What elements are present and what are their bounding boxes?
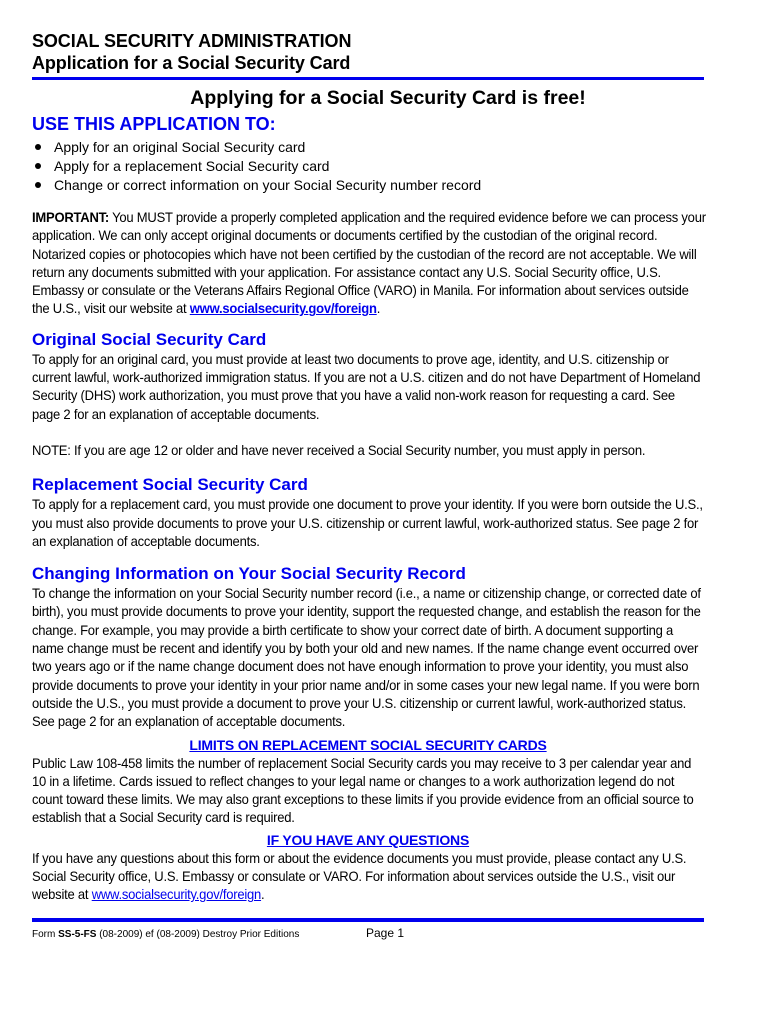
bullet-icon bbox=[35, 163, 41, 169]
page-number: Page 1 bbox=[366, 925, 405, 940]
list-item-text: Apply for a replacement Social Security card bbox=[54, 158, 330, 174]
questions-heading: IF YOU HAVE ANY QUESTIONS bbox=[266, 831, 470, 848]
document-page bbox=[32, 30, 704, 942]
form-prefix: Form bbox=[32, 928, 59, 940]
changing-info-text: To change the information on your Social Security number record (i.e., a name or citizenship change, or corrected date of birth), you must provide documents to prove your identity, support the requested change, and establish the reason for the change. For example, you may provide a birth certificate to show your correct date of birth. A document supporting a name change must be recent and identify you by both your old and new names. If the name change event occurred over two years ago or if the name change document does not have enough information to prove your identity, you must also provide documents to prove your identity in your prior name and/or in some cases your new legal name. If you were born outside the U.S., you must provide a document to prove your U.S. citizenship or current lawful, work-authorized status. See page 2 for an explanation of acceptable documents. bbox=[32, 585, 701, 730]
form-edition: (08-2009) ef (08-2009) Destroy Prior Editions bbox=[96, 928, 300, 940]
original-card-note: NOTE: If you are age 12 or older and have never received a Social Security number, you must apply in person. bbox=[32, 441, 646, 458]
foreign-services-link[interactable]: www.socialsecurity.gov/foreign bbox=[189, 300, 377, 317]
bullet-icon bbox=[35, 144, 41, 150]
replacement-card-text: To apply for a replacement card, you must provide one document to prove your identity. If you were born outside the U.S., you must also provide documents to prove your U.S. citizenship or current lawful, work-authorized status. See page 2 for an explanation of acceptable documents. bbox=[32, 496, 703, 549]
header-divider bbox=[32, 77, 704, 80]
list-item bbox=[32, 176, 704, 195]
form-number: SS-5-FS bbox=[58, 928, 97, 940]
important-paragraph bbox=[32, 208, 706, 318]
foreign-services-link[interactable]: www.socialsecurity.gov/foreign bbox=[91, 886, 262, 903]
punctuation: . bbox=[261, 886, 265, 903]
changing-info-heading: Changing Information on Your Social Security Record bbox=[32, 564, 466, 584]
form-title: Application for a Social Security Card bbox=[32, 53, 351, 73]
list-item bbox=[32, 138, 704, 157]
use-application-heading: USE THIS APPLICATION TO: bbox=[32, 114, 276, 134]
list-item-text: Apply for an original Social Security card bbox=[54, 139, 306, 155]
limits-text: Public Law 108-458 limits the number of replacement Social Security cards you may receive to 3 per calendar year and 10 in a lifetime. Cards issued to reflect changes to your legal name or changes to a work authorization legend do not count toward these limits. We may also grant exceptions to these limits if you provide evidence from an official source to establish that a Social Security card is required. bbox=[32, 754, 694, 826]
punctuation: . bbox=[376, 300, 381, 317]
original-card-text: To apply for an original card, you must provide at least two documents to prove age, identity, and U.S. citizenship or current lawful, work-authorized immigration status. If you are not a U.S. citizen and do not have Department of Homeland Security (DHS) work authorization, you must prove that you have a valid non-work reason for requesting a card. See page 2 for an explanation of acceptable documents. bbox=[32, 350, 701, 422]
free-notice: Applying for a Social Security Card is free! bbox=[190, 87, 586, 109]
agency-name: SOCIAL SECURITY ADMINISTRATION bbox=[32, 31, 352, 51]
limits-heading: LIMITS ON REPLACEMENT SOCIAL SECURITY CARDS bbox=[189, 736, 547, 753]
original-card-heading: Original Social Security Card bbox=[32, 329, 267, 349]
list-item-text: Change or correct information on your Social Security number record bbox=[54, 177, 482, 193]
footer bbox=[32, 926, 704, 942]
list-item bbox=[32, 157, 704, 176]
important-text: You MUST provide a properly completed application and the required evidence before we can process your application. We can only accept original documents or documents certified by the custodian of the original record. Notarized copies or photocopies which have not been certified by the custodian of the record are not acceptable. We will return any documents submitted with your application. For assistance contact any U.S. Social Security office, U.S. Embassy or consulate or the Veterans Affairs Regional Office (VARO) in Manila. For information about services outside the U.S., visit our website at bbox=[32, 209, 706, 317]
footer-divider bbox=[32, 918, 704, 922]
use-application-list bbox=[32, 138, 704, 195]
questions-paragraph bbox=[32, 849, 706, 904]
bullet-icon bbox=[35, 182, 41, 188]
important-label: IMPORTANT: bbox=[32, 209, 110, 225]
replacement-card-heading: Replacement Social Security Card bbox=[32, 475, 308, 495]
questions-text: If you have any questions about this form or about the evidence documents you must provide, please contact any U.S. Social Security office, U.S. Embassy or consulate or VARO. For information about services outside the U.S., visit our website at bbox=[32, 849, 687, 903]
form-identifier bbox=[32, 928, 299, 942]
